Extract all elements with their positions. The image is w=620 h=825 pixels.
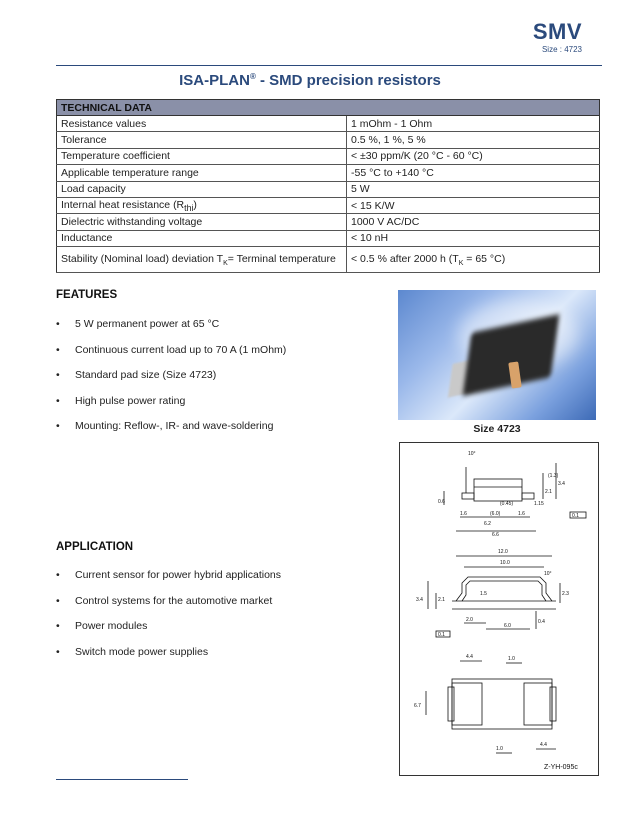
table-row: Dielectric withstanding voltage 1000 V AC/DC [57, 214, 600, 230]
photo-caption: Size 4723 [473, 423, 521, 435]
list-item: • Standard pad size (Size 4723) [56, 369, 217, 382]
dimension-label: 0.6 [438, 499, 445, 505]
dimension-label: 4.4 [466, 654, 473, 660]
brand-block [533, 20, 582, 54]
page-title: ISA-PLAN® - SMD precision resistors [179, 72, 441, 89]
dimension-label: 6.0 [504, 623, 511, 629]
dimension-label: (6.0) [490, 511, 501, 517]
dimension-label: 2.1 [438, 597, 445, 603]
table-row: Inductance < 10 nH [57, 230, 600, 246]
dimension-label: 1.5 [480, 591, 487, 597]
dimension-label: 1.15 [534, 501, 544, 507]
dimension-label: (1.3) [548, 473, 559, 479]
list-item: • High pulse power rating [56, 394, 186, 407]
list-item: • Control systems for the automotive market [56, 594, 273, 607]
dimension-label: 6.7 [414, 703, 421, 709]
features-heading: FEATURES [56, 289, 118, 301]
table-row: Stability (Nominal load) deviation $T_K=$ Terminal temperature < 0.5 % after 2000 h ($T_K = 65$ °C) [57, 247, 600, 273]
dimension-label: 3.4 [416, 597, 423, 603]
application-list [56, 568, 281, 670]
dimension-label: 6.2 [484, 521, 491, 527]
footer-rule [56, 779, 188, 780]
table-row: Internal heat resistance $(R_{thi})$ < 15 K/W [57, 197, 600, 213]
dimension-label: 2.3 [562, 591, 569, 597]
product-code: SMV [532, 19, 582, 44]
dimension-label: 1.0 [508, 656, 515, 662]
application-heading: APPLICATION [56, 541, 134, 553]
dimension-label: 4.4 [540, 742, 547, 748]
dimension-label: (0.45) [500, 501, 514, 507]
list-item: • Continuous current load up to 70 A (1 mOhm) [56, 343, 287, 356]
dimension-label: 0.1 [572, 513, 579, 519]
drawing-code: Z-YH-095c [544, 764, 578, 771]
dimension-label: 10.0 [500, 560, 510, 566]
table-row: Load capacity 5 W [57, 181, 600, 197]
table-row: Tolerance 0.5 %, 1 %, 5 % [57, 132, 600, 148]
dimension-label: 12.0 [498, 549, 508, 555]
table-row: Temperature coefficient < ±30 ppm/K (20 °C - 60 °C) [57, 148, 600, 164]
table-heading: TECHNICAL DATA [57, 100, 600, 116]
dimension-label: 6.6 [492, 532, 499, 538]
technical-data-table [56, 99, 600, 273]
dimension-label: 0.4 [538, 619, 545, 625]
dimension-label: 1.6 [518, 511, 525, 517]
dimension-label: 0.1 [438, 632, 445, 638]
table-row: Resistance values 1 mOhm - 1 Ohm [57, 116, 600, 132]
list-item: • Mounting: Reflow-, IR- and wave-soldering [56, 420, 274, 433]
dimension-label: 1.0 [496, 746, 503, 752]
size-label: Size : 4723 [541, 45, 582, 54]
dimension-label: 2.1 [545, 489, 552, 495]
dimension-label: 2.0 [466, 617, 473, 623]
list-item: • Switch mode power supplies [56, 645, 209, 658]
dimension-label: 10° [468, 451, 476, 457]
features-list [56, 317, 286, 445]
dimension-label: 3.4 [558, 481, 565, 487]
list-item: • Power modules [56, 620, 148, 633]
list-item: • 5 W permanent power at 65 °C [56, 318, 220, 330]
table-row: Applicable temperature range -55 °C to +140 °C [57, 165, 600, 181]
header-rule [56, 65, 602, 66]
dimension-drawing [399, 442, 599, 776]
dimension-label: 1.6 [460, 511, 467, 517]
list-item: • Current sensor for power hybrid applications [56, 569, 282, 581]
dimension-label: 10° [544, 571, 552, 577]
product-photo [398, 290, 596, 420]
